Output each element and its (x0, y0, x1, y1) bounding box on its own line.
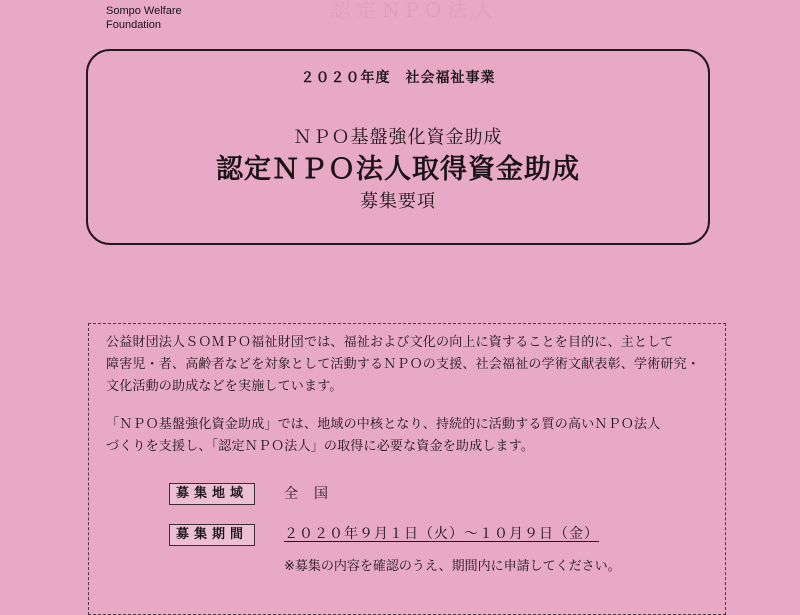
fiscal-year-label: ２０２０年度 社会福祉事業 (300, 70, 496, 86)
application-guidelines-label: 募集要項 (360, 191, 436, 212)
application-note: ※募集の内容を確認のうえ、期間内に申請してください。 (284, 559, 621, 574)
bleed-through-text: 認定NPO法人 (330, 0, 500, 22)
intro-paragraph-1-line: 文化活動の助成などを実施しています。 (106, 379, 343, 394)
org-name-line2: Foundation (106, 19, 162, 31)
organization-logo-text (106, 4, 182, 32)
intro-paragraph-1-line: 障害児・者、高齢者などを対象として活動するＮＰＯの支援、社会福祉の学術文献表彰、学術研究・ (106, 357, 701, 372)
intro-paragraph-2 (106, 414, 660, 458)
program-main-title: 認定ＮＰＯ法人取得資金助成 (216, 154, 580, 185)
program-subtitle: ＮＰＯ基盤強化資金助成 (293, 127, 503, 148)
intro-paragraph-1-line: 公益財団法人ＳＯＭＰＯ福祉財団では、福祉および文化の向上に資することを目的に、主として (106, 335, 674, 350)
title-box (86, 49, 710, 245)
intro-paragraph-2-line: 「ＮＰＯ基盤強化資金助成」では、地域の中核となり、持続的に活動する質の高いＮＰＯ法人 (106, 417, 661, 432)
recruitment-area-value: 全 国 (284, 486, 329, 502)
intro-paragraph-2-line: づくりを支援し、「認定ＮＰＯ法人」の取得に必要な資金を助成します。 (106, 439, 535, 454)
recruitment-period-value: ２０２０年９月１日（火）～１０月９日（金） (284, 526, 599, 542)
recruitment-period-label: 募集期間 (169, 524, 255, 546)
recruitment-area-label: 募集地域 (169, 483, 255, 505)
org-name-line1: Sompo Welfare (106, 5, 182, 17)
intro-paragraph-1 (106, 332, 700, 398)
